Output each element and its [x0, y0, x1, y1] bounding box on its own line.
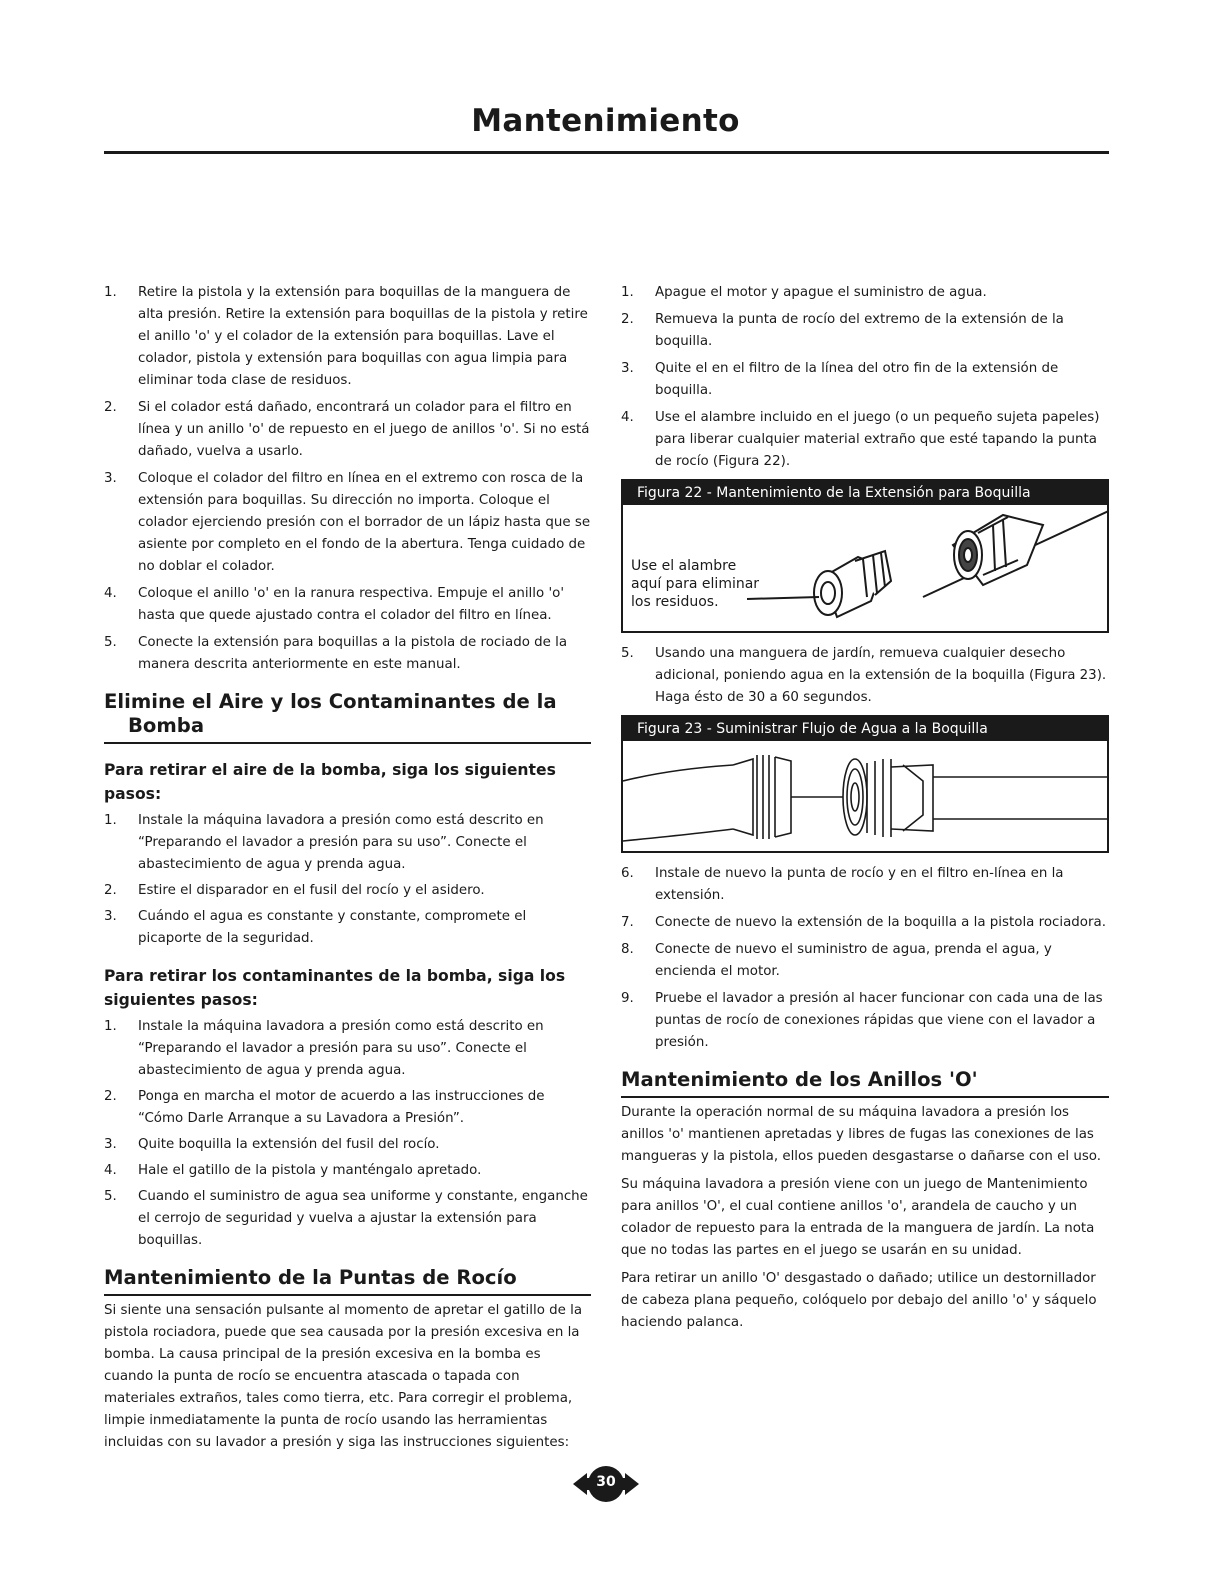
figure-22-title: Figura 22 - Mantenimiento de la Extensión para Boquilla	[623, 481, 1107, 505]
list-item: 8. Conecte de nuevo el suministro de agua, prenda el agua, y encienda el motor.	[621, 942, 1052, 979]
list-item: 2. Si el colador está dañado, encontrará un colador para el filtro en línea y un anillo 'o' de repuesto en el juego de anillos 'o'. Si no está dañado, vuelva a usarlo.	[104, 400, 590, 459]
title-divider	[104, 151, 1109, 154]
remove-contaminants-steps	[104, 1016, 591, 1252]
page-number: 30	[596, 1474, 616, 1490]
section-heading-spray-tips: Mantenimiento de la Puntas de Rocío	[104, 1266, 591, 1296]
figure-23	[621, 715, 1109, 853]
list-item: 3. Quite el en el filtro de la línea del otro fin de la extensión de boquilla.	[621, 361, 1059, 398]
list-item: 3. Cuándo el agua es constante y constante, compromete el picaporte de la seguridad.	[104, 909, 527, 946]
figure-22	[621, 479, 1109, 633]
figure-23-title: Figura 23 - Suministrar Flujo de Agua a la Boquilla	[623, 717, 1107, 741]
o-rings-paragraph: Para retirar un anillo 'O' desgastado o dañado; utilice un destornillador de cabeza plana pequeño, colóquelo por debajo del anillo 'o' y sáquelo haciendo palanca.	[621, 1271, 1097, 1330]
nozzle-steps-b	[621, 643, 1109, 709]
list-item: 7. Conecte de nuevo la extensión de la boquilla a la pistola rociadora.	[621, 915, 1106, 930]
list-item: 1. Apague el motor y apague el suministro de agua.	[621, 285, 987, 300]
list-item: 1. Instale la máquina lavadora a presión como está descrito en “Preparando el lavador a presión para su uso”. Conecte el abastecimiento de agua y prenda agua.	[104, 1019, 544, 1078]
list-item: 2. Estire el disparador en el fusil del rocío y el asidero.	[104, 883, 485, 898]
list-item: 6. Instale de nuevo la punta de rocío y en el filtro en-línea en la extensión.	[621, 866, 1064, 903]
list-item: 4. Use el alambre incluido en el juego (o un pequeño sujeta papeles) para liberar cualquier material extraño que esté tapando la punta de rocío (Figura 22).	[621, 410, 1100, 469]
page-title: Mantenimiento	[471, 103, 740, 139]
subheading-remove-contaminants: Para retirar los contaminantes de la bomba, siga los siguientes pasos:	[104, 967, 566, 1009]
list-item: 5. Conecte la extensión para boquillas a la pistola de rociado de la manera descrita anteriormente en este manual.	[104, 635, 568, 672]
right-column	[621, 282, 1109, 1340]
figure-23-illustration	[623, 741, 1107, 851]
left-column	[104, 282, 591, 1460]
nozzle-steps-c	[621, 863, 1109, 1054]
list-item: 9. Pruebe el lavador a presión al hacer funcionar con cada una de las puntas de rocío de conexiones rápidas que viene con el lavador a presión.	[621, 991, 1103, 1050]
figure-22-caption: Use el alambre aquí para eliminar los residuos.	[631, 558, 760, 610]
o-rings-paragraph: Su máquina lavadora a presión viene con un juego de Mantenimiento para anillos 'O', el cual contiene anillos 'o', arandela de caucho y un colador de repuesto para la entrada de la manguera de jardín. La nota que no todas las partes en el juego se usarán en su unidad.	[621, 1177, 1095, 1258]
list-item: 2. Ponga en marcha el motor de acuerdo a las instrucciones de “Cómo Darle Arranque a su Lavadora a Presión”.	[104, 1089, 545, 1126]
section-heading-o-rings: Mantenimiento de los Anillos 'O'	[621, 1068, 1109, 1098]
list-item: 2. Remueva la punta de rocío del extremo de la extensión de la boquilla.	[621, 312, 1064, 349]
page-number-badge	[571, 1464, 641, 1504]
remove-air-steps	[104, 810, 591, 950]
list-item: 3. Quite boquilla la extensión del fusil del rocío.	[104, 1137, 440, 1152]
list-item: 1. Retire la pistola y la extensión para boquillas de la manguera de alta presión. Retire la extensión para boquillas de la pistola y retire el anillo 'o' y el colador de la extensión para boquillas. Lave el colador, pistola y extensión para boquillas con agua limpia para eliminar toda clase de residuos.	[104, 285, 588, 388]
list-item: 3. Coloque el colador del filtro en línea en el extremo con rosca de la extensión para boquillas. Su dirección no importa. Coloque el colador ejerciendo presión con el borrador de un lápiz hasta que se asiente por completo en el fondo de la abertura. Tenga cuidado de no doblar el colador.	[104, 471, 591, 574]
section-heading-air-contaminants: Elimine el Aire y los Contaminantes de la Bomba	[104, 690, 591, 744]
list-item: 1. Instale la máquina lavadora a presión como está descrito en “Preparando el lavador a presión para su uso”. Conecte el abastecimiento de agua y prenda agua.	[104, 813, 544, 872]
list-item: 4. Hale el gatillo de la pistola y manténgalo apretado.	[104, 1163, 482, 1178]
hose-flush-illustration	[623, 741, 1107, 851]
o-rings-paragraph: Durante la operación normal de su máquina lavadora a presión los anillos 'o' mantienen apretadas y libres de fugas las conexiones de las mangueras y la pistola, ellos pueden desgastarse o dañarse con el uso.	[621, 1105, 1102, 1164]
nozzle-steps-a	[621, 282, 1109, 473]
subheading-remove-air: Para retirar el aire de la bomba, siga los siguientes pasos:	[104, 761, 556, 803]
figure-22-illustration	[623, 505, 1107, 631]
intro-steps	[104, 282, 591, 676]
spray-tips-paragraph: Si siente una sensación pulsante al momento de apretar el gatillo de la pistola rociadora, puede que sea causada por la presión excesiva en la bomba. La causa principal de la presión excesiva en la bomba es cuando la punta de rocío se encuentra atascada o tapada con materiales extraños, tales como tierra, etc. Para corregir el problema, limpie inmediatamente la punta de rocío usando las herramientas incluidas con su lavador a presión y siga las instrucciones siguientes:	[104, 1303, 583, 1450]
list-item: 5. Cuando el suministro de agua sea uniforme y constante, enganche el cerrojo de seguridad y vuelva a ajustar la extensión para boquillas.	[104, 1189, 588, 1248]
list-item: 5. Usando una manguera de jardín, remueva cualquier desecho adicional, poniendo agua en la extensión de la boquilla (Figura 23). Haga ésto de 30 a 60 segundos.	[621, 646, 1107, 705]
list-item: 4. Coloque el anillo 'o' en la ranura respectiva. Empuje el anillo 'o' hasta que quede ajustado contra el colador del filtro en línea.	[104, 586, 565, 623]
